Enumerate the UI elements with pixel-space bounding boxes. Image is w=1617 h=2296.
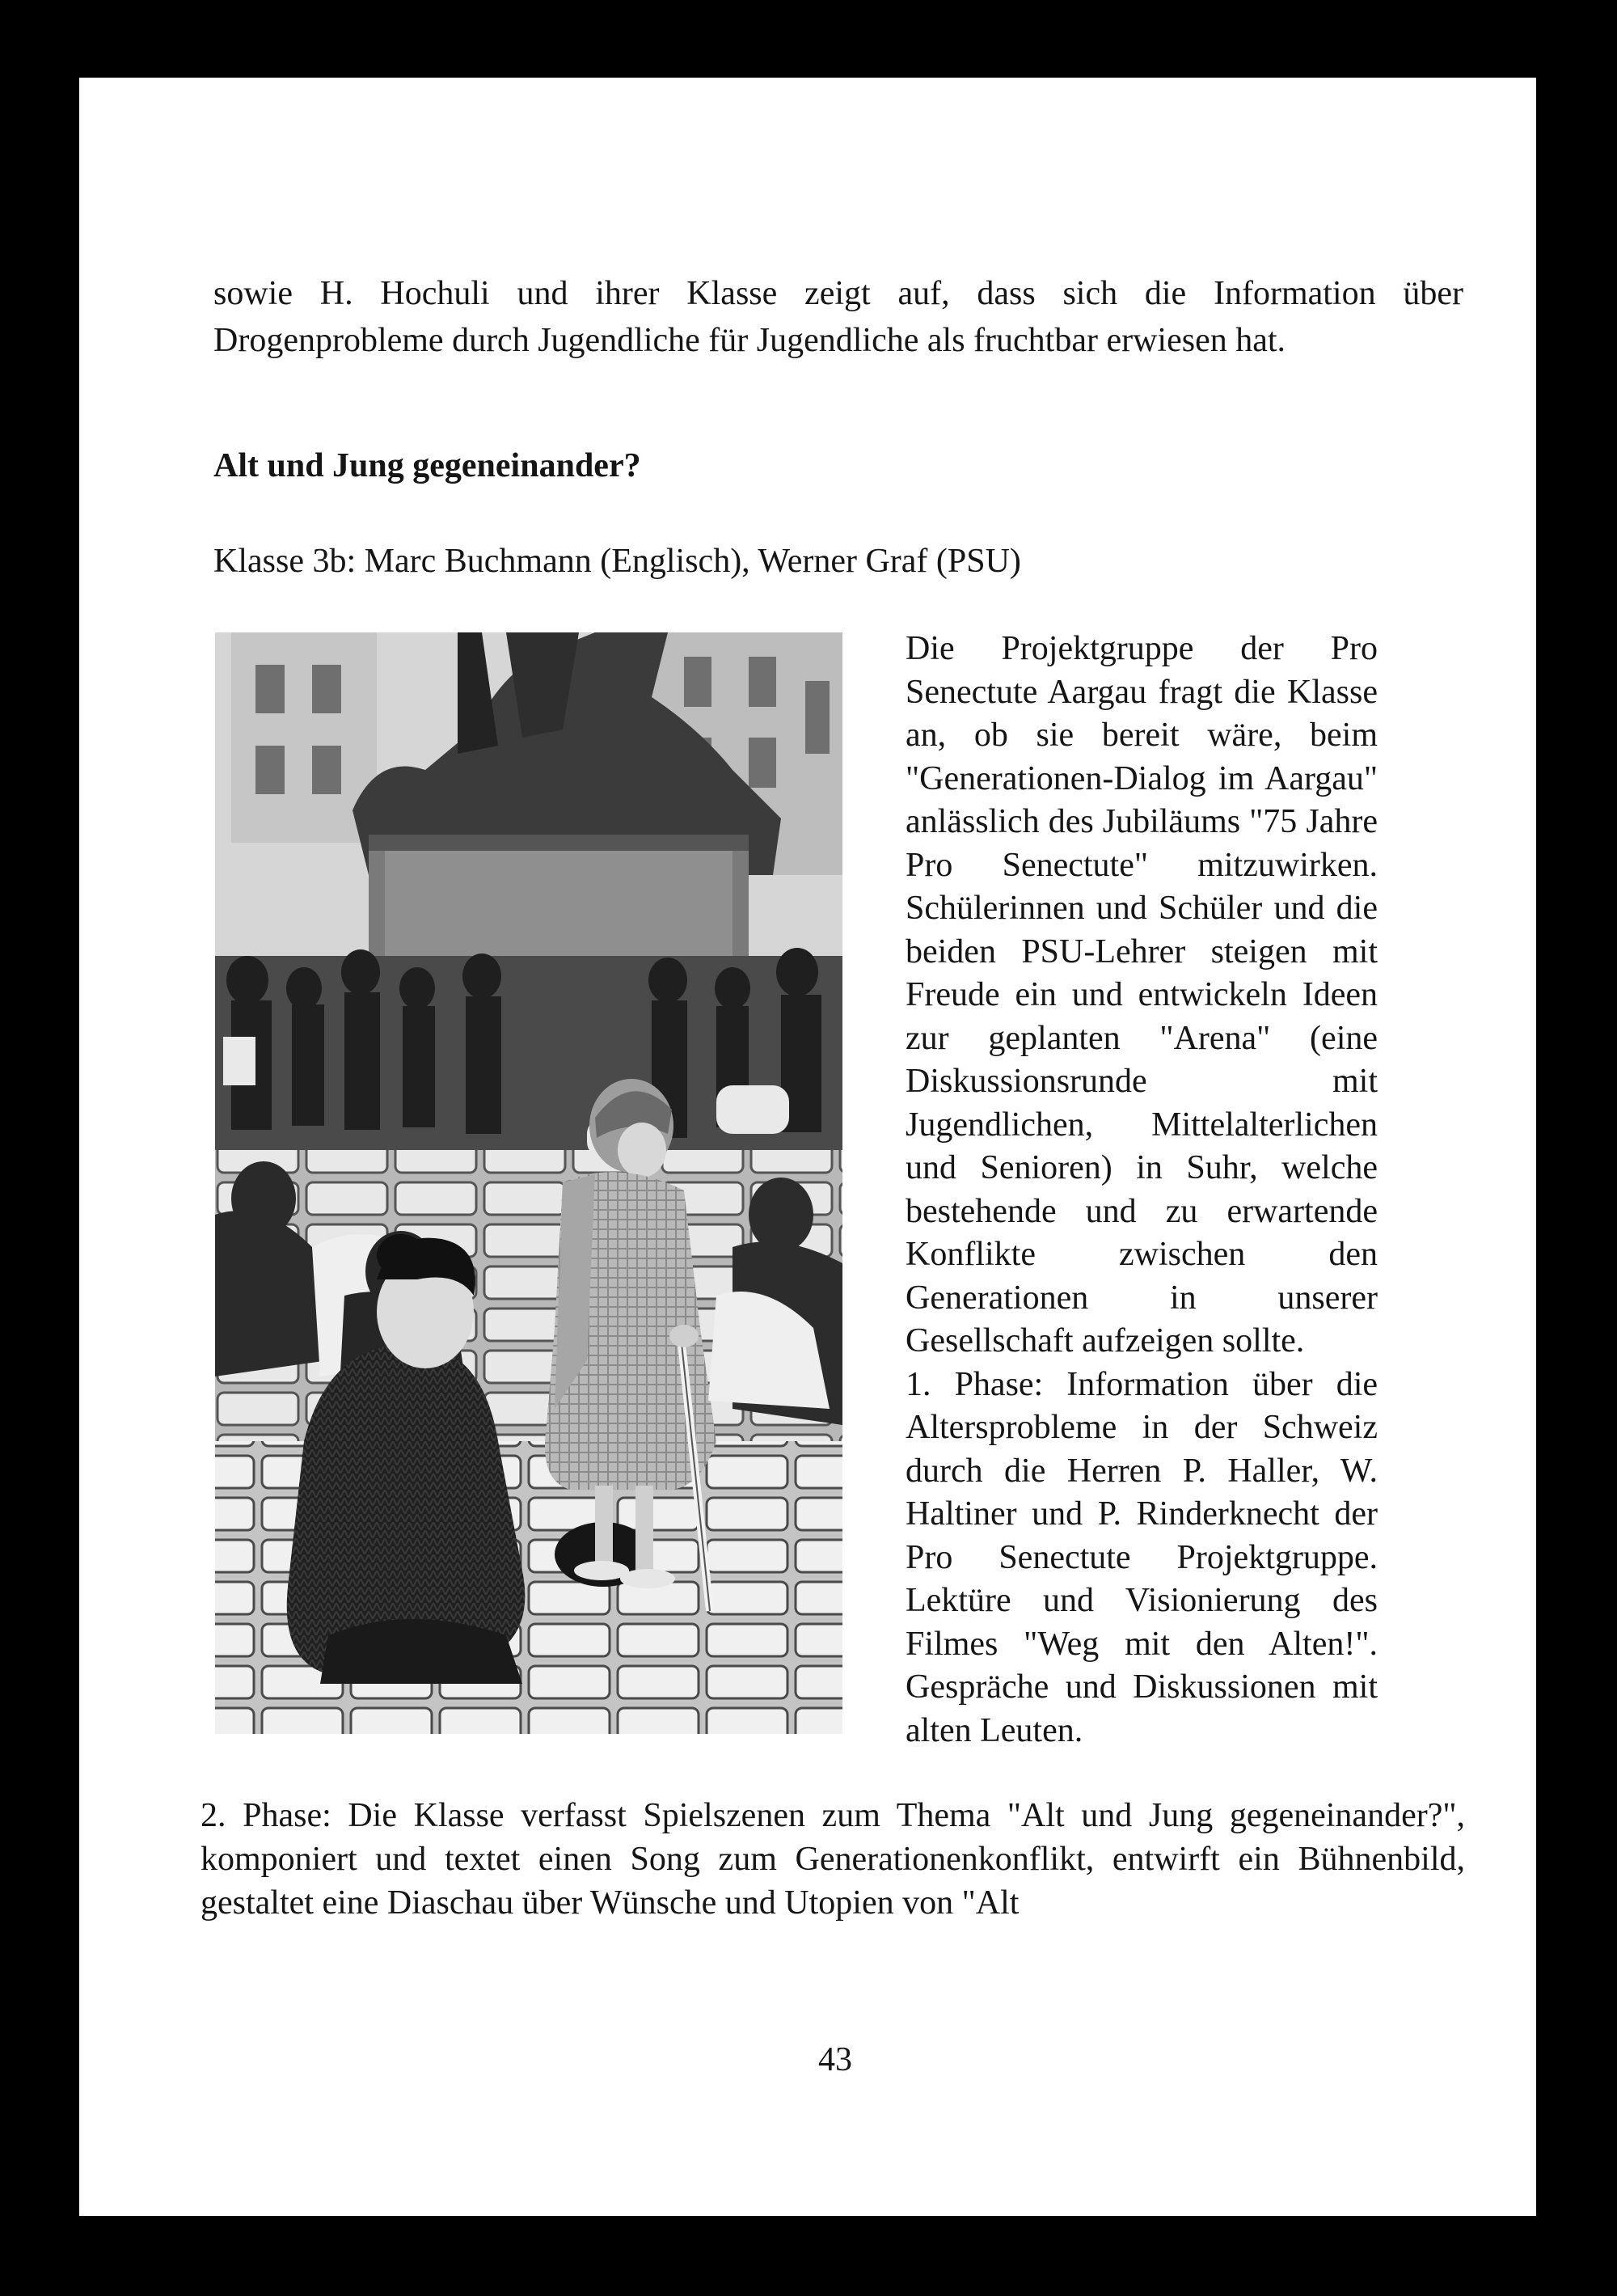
document-page: [79, 78, 1536, 2216]
intro-paragraph: sowie H. Hochuli und ihrer Klasse zeigt auf, dass sich die Information über Drogenprobleme durch Jugendliche für Jugendliche als fruchtbar erwiesen hat.: [213, 275, 1463, 359]
class-teachers-line: Klasse 3b: Marc Buchmann (Englisch), Werner Graf (PSU): [213, 543, 1021, 580]
project-description-paragraph: Die Projektgruppe der Pro Senectute Aargau fragt die Klasse an, ob sie bereit wäre, beim "Generationen-Dialog im Aargau" anlässlich des Jubiläums "75 Jahre Pro Senectute" mitzuwirken. Schülerinnen und Schüler und die beiden PSU-Lehrer steigen mit Freude ein und entwickeln Ideen zur geplanten "Arena" (eine Diskussionsrunde mit Jugendlichen, Mittelalterlichen und Senioren) in Suhr, welche bestehende und zu erwartende Konflikte zwischen den Generationen in unserer Gesellschaft aufzeigen sollte.: [906, 630, 1378, 1359]
phase-2-paragraph: 2. Phase: Die Klasse verfasst Spielszenen zum Thema "Alt und Jung gegeneinander?", komponiert und textet einen Song zum Generationenkonflikt, entwirft ein Bühnenbild, gestaltet eine Diaschau über Wünsche und Utopien von "Alt: [201, 1797, 1465, 1922]
side-column-text: [906, 628, 1378, 1753]
page-number: 43: [818, 2041, 852, 2078]
phase-1-paragraph: 1. Phase: Information über die Altersprobleme in der Schweiz durch die Herren P. Haller, W. Haltiner und P. Rinderknecht der Pro Senectute Projektgruppe. Lektüre und Visionierung des Filmes "Weg mit den Alten!". Gespräche und Diskussionen mit alten Leuten.: [906, 1365, 1378, 1749]
photo-illustration: [215, 632, 842, 1734]
section-heading: Alt und Jung gegeneinander?: [213, 447, 641, 484]
photo-elderly-woman-among-youth: [215, 632, 842, 1734]
